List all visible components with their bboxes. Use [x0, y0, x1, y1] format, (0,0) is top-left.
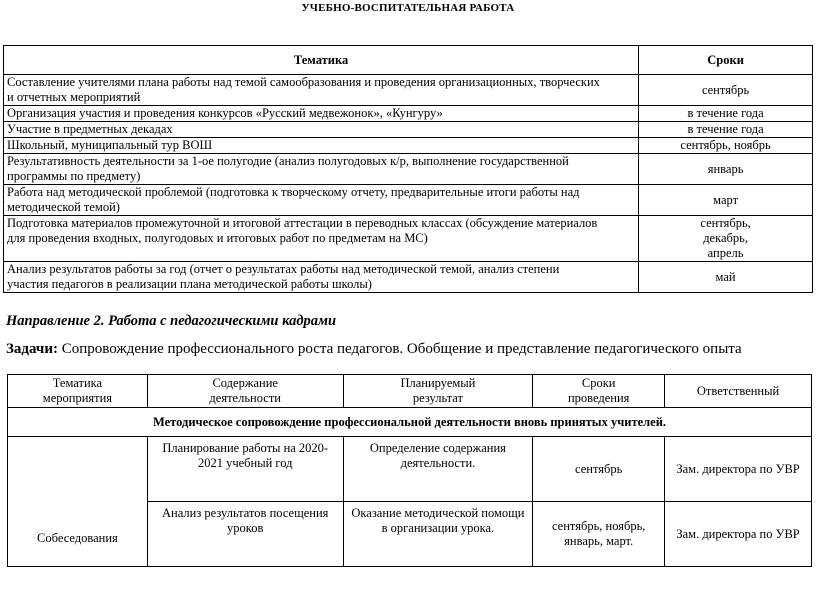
table-header-row — [8, 375, 812, 408]
section-row — [8, 408, 812, 437]
schedule-table — [3, 45, 813, 293]
result-cell — [343, 502, 533, 567]
header-text: деятельности — [209, 391, 281, 405]
result-text: в организации урока. — [381, 521, 495, 535]
tasks-line — [6, 341, 742, 358]
term-cell — [639, 216, 813, 262]
topic-text: Составление учителями плана работы над темой самообразования и проведения организационных, творческих — [7, 75, 600, 89]
result-text: деятельности. — [400, 456, 476, 470]
term-text: сентябрь — [575, 461, 623, 476]
term-text: март — [713, 192, 739, 207]
tasks-text: Сопровождение профессионального роста педагогов. Обобщение и представление педагогического опыта — [58, 341, 742, 357]
responsible-cell: Зам. директора по УВР — [665, 437, 812, 502]
header-cell — [147, 375, 343, 408]
header-text: Сроки — [581, 376, 616, 390]
term-cell — [639, 75, 813, 106]
topic-text: Анализ результатов работы за год (отчет о результатах работы над методической темой, анализ степени — [7, 262, 560, 276]
term-text: сентябрь, ноябрь — [680, 138, 771, 152]
table-row — [4, 106, 813, 122]
topic-text: Организация участия и проведения конкурсов «Русский медвежонок», «Кунгуру» — [7, 106, 443, 120]
tasks-label: Задачи: — [6, 341, 59, 357]
header-topic: Тематика — [4, 46, 639, 75]
section-title: Методическое сопровождение профессиональной деятельности вновь принятых учителей. — [8, 408, 812, 437]
topic-cell — [4, 185, 639, 216]
table-row — [4, 216, 813, 262]
table-row — [8, 437, 812, 502]
content-text: Анализ результатов посещения — [162, 506, 329, 520]
term-text: сентябрь, — [700, 216, 751, 230]
content-text: Планирование работы на 2020- — [162, 441, 329, 455]
term-text: апрель — [707, 246, 744, 260]
table-row — [4, 138, 813, 154]
topic-cell — [4, 262, 639, 293]
topic-text: программы по предмету) — [7, 169, 141, 183]
term-cell — [639, 122, 813, 138]
header-text: Тематика — [52, 376, 103, 390]
term-text: сентябрь — [701, 82, 750, 97]
content-cell — [147, 502, 343, 567]
term-text: январь — [707, 161, 744, 176]
result-text: Оказание методической помощи — [351, 506, 525, 520]
content-text: 2021 учебный год — [197, 456, 293, 470]
term-cell — [639, 262, 813, 293]
responsible-cell: Зам. директора по УВР — [665, 502, 812, 567]
table-row — [4, 262, 813, 293]
header-cell — [8, 375, 148, 408]
header-text: Содержание — [212, 376, 278, 390]
term-cell — [533, 502, 665, 567]
term-cell — [639, 138, 813, 154]
page-title: УЧЕБНО-ВОСПИТАТЕЛЬНАЯ РАБОТА — [301, 2, 515, 14]
result-cell — [343, 437, 533, 502]
topic-text: Участие в предметных декадах — [7, 122, 173, 136]
topic-cell — [4, 216, 639, 262]
header-cell — [665, 375, 812, 408]
topic-cell — [4, 154, 639, 185]
topic-text: Результативность деятельности за 1-ое полугодие (анализ полугодовых к/р, выполнение государственной — [7, 154, 569, 168]
header-text: мероприятия — [42, 391, 113, 405]
topic-text: для проведения входных, полугодовых и итоговых работ по предметам на МС) — [7, 231, 428, 245]
topic-cell: Собеседования — [8, 437, 148, 567]
term-text: декабрь, — [703, 231, 748, 245]
topic-cell — [4, 138, 639, 154]
term-text: май — [715, 269, 736, 284]
topic-text: Подготовка материалов промежуточной и итоговой аттестации в переводных классах (обсуждение материалов — [7, 216, 598, 230]
term-text: в течение года — [687, 122, 764, 136]
table-row — [4, 154, 813, 185]
term-text: сентябрь, ноябрь, — [551, 519, 646, 533]
table-row — [4, 75, 813, 106]
header-term: Сроки — [639, 46, 813, 75]
staff-work-table — [7, 374, 812, 567]
topic-text: Школьный, муниципальный тур ВОШ — [7, 138, 213, 152]
topic-text: участия педагогов в реализации плана методической работы школы) — [7, 277, 372, 291]
content-cell — [147, 437, 343, 502]
term-text: январь, март. — [564, 534, 634, 548]
topic-cell — [4, 75, 639, 106]
term-cell — [639, 185, 813, 216]
table-row — [4, 122, 813, 138]
header-text: результат — [412, 391, 463, 405]
table-header-row — [4, 46, 813, 75]
term-text: в течение года — [687, 106, 764, 120]
header-cell — [343, 375, 533, 408]
table-row — [4, 185, 813, 216]
content-text: уроков — [227, 521, 264, 535]
header-text: Ответственный — [696, 383, 780, 398]
topic-cell — [4, 106, 639, 122]
header-text: Планируемый — [400, 376, 476, 390]
direction-heading: Направление 2. Работа с педагогическими кадрами — [6, 313, 337, 329]
header-text: проведения — [567, 391, 630, 405]
term-cell — [639, 154, 813, 185]
topic-text: и отчетных мероприятий — [7, 90, 141, 104]
term-cell — [639, 106, 813, 122]
topic-cell — [4, 122, 639, 138]
topic-text: Работа над методической проблемой (подготовка к творческому отчету, предварительные итоги работы над — [7, 185, 580, 199]
header-cell — [533, 375, 665, 408]
result-text: Определение содержания — [369, 441, 506, 455]
term-cell — [533, 437, 665, 502]
topic-text: методической темой) — [7, 200, 120, 214]
